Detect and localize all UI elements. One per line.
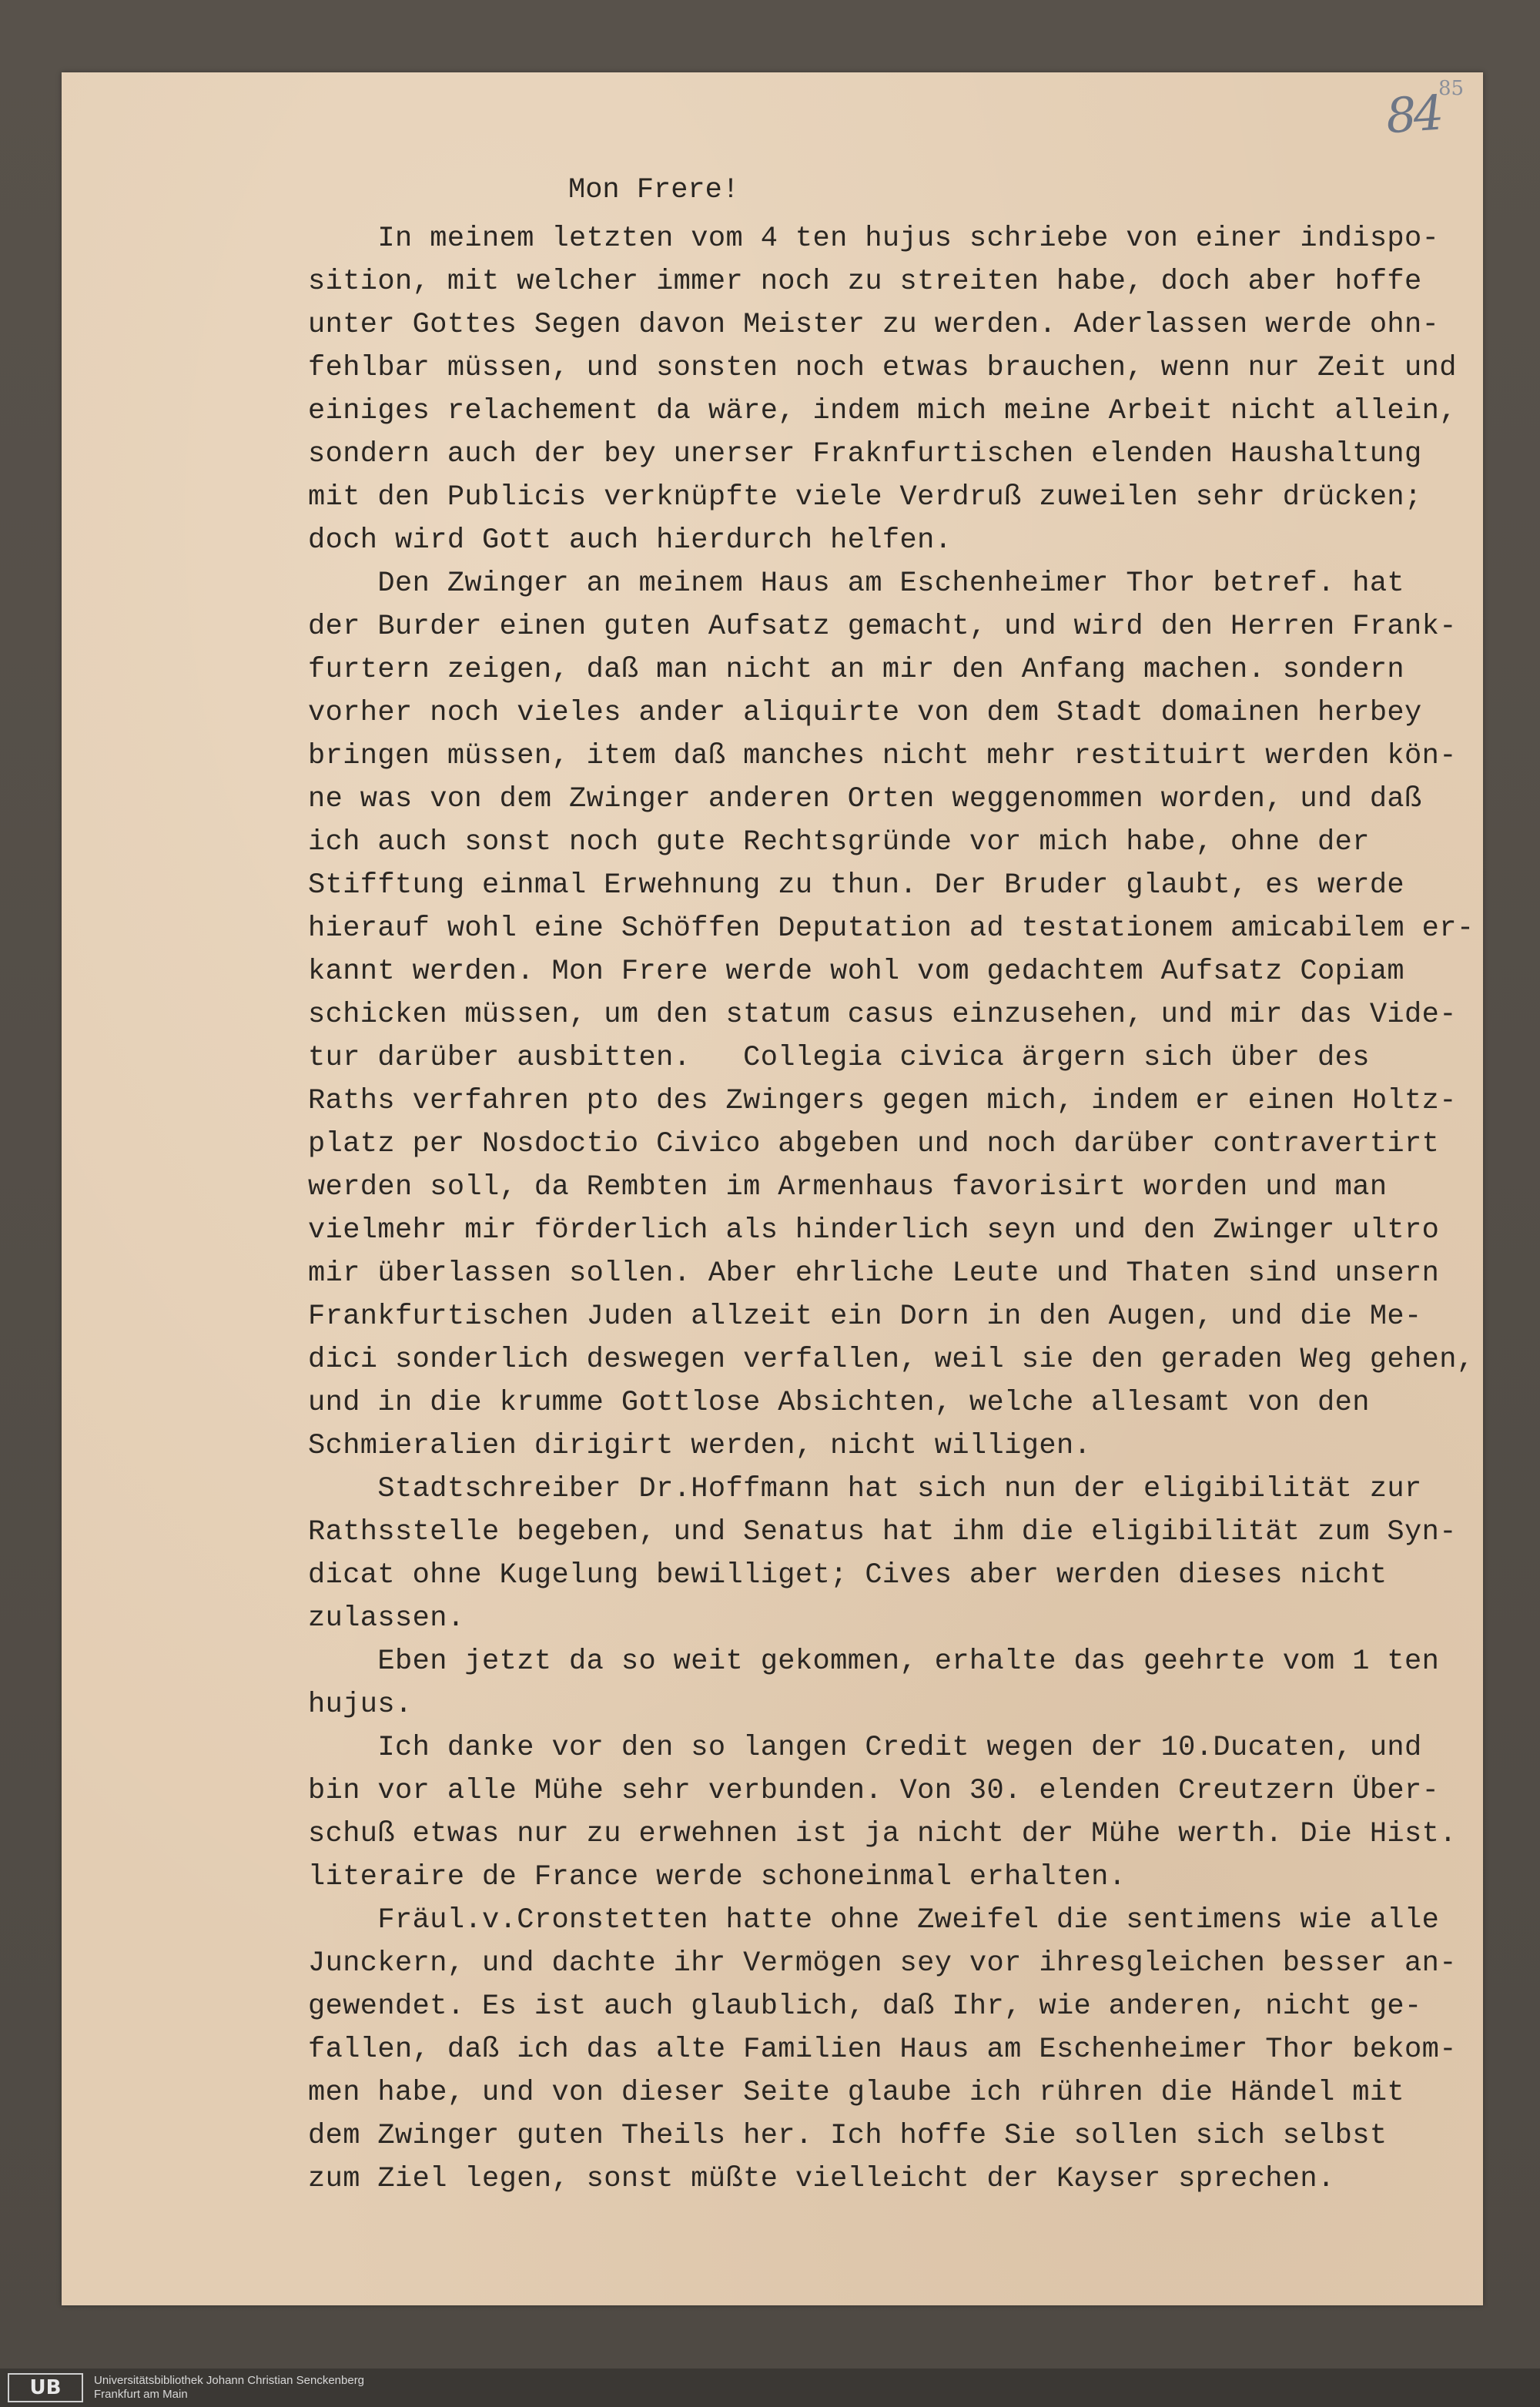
text-line: kannt werden. Mon Frere werde wohl vom gedachtem Aufsatz Copiam — [308, 956, 1405, 988]
text-line: literaire de France werde schoneinmal erhalten. — [308, 1861, 1127, 1893]
text-line: Stadtschreiber Dr.Hoffmann hat sich nun der eligibilität zur — [308, 1473, 1422, 1505]
text-line: zum Ziel legen, sonst müßte vielleicht der Kayser sprechen. — [308, 2163, 1335, 2195]
text-line: furtern zeigen, daß man nicht an mir den Anfang machen. sondern — [308, 654, 1405, 686]
salutation: Mon Frere! — [568, 174, 740, 206]
text-line: zulassen. — [308, 1602, 465, 1635]
text-line: unter Gottes Segen davon Meister zu werden. Aderlassen werde ohn- — [308, 309, 1440, 341]
text-line: tur darüber ausbitten. Collegia civica ärgern sich über des — [308, 1042, 1370, 1074]
text-line: ich auch sonst noch gute Rechtsgründe vor mich habe, ohne der — [308, 826, 1370, 859]
text-line: hierauf wohl eine Schöffen Deputation ad testationem amicabilem er- — [308, 912, 1475, 945]
text-line: Den Zwinger an meinem Haus am Eschenheimer Thor betref. hat — [308, 567, 1405, 600]
text-line: Raths verfahren pto des Zwingers gegen mich, indem er einen Holtz- — [308, 1085, 1457, 1117]
text-line: ne was von dem Zwinger anderen Orten weggenommen worden, und daß — [308, 783, 1422, 815]
text-line: dem Zwinger guten Theils her. Ich hoffe Sie sollen sich selbst — [308, 2120, 1388, 2152]
text-line: hujus. — [308, 1689, 413, 1721]
text-line: In meinem letzten vom 4 ten hujus schriebe von einer indispo- — [308, 223, 1440, 255]
page-number: 84 — [1384, 84, 1443, 145]
text-line: Schmieralien dirigirt werden, nicht willigen. — [308, 1430, 1092, 1462]
text-line: vielmehr mir förderlich als hinderlich seyn und den Zwinger ultro — [308, 1214, 1440, 1247]
text-line: werden soll, da Rembten im Armenhaus favorisirt worden und man — [308, 1171, 1388, 1204]
text-line: Ich danke vor den so langen Credit wegen der 10.Ducaten, und — [308, 1732, 1422, 1764]
letter-body — [308, 217, 1494, 2201]
text-line: schuß etwas nur zu erwehnen ist ja nicht der Mühe werth. Die Hist. — [308, 1818, 1457, 1850]
footer-bar — [0, 2369, 1540, 2407]
text-line: gewendet. Es ist auch glaublich, daß Ihr, wie anderen, nicht ge- — [308, 1990, 1422, 2023]
text-line: der Burder einen guten Aufsatz gemacht, und wird den Herren Frank- — [308, 611, 1457, 643]
text-line: sition, mit welcher immer noch zu streiten habe, doch aber hoffe — [308, 266, 1422, 298]
text-line: Stifftung einmal Erwehnung zu thun. Der Bruder glaubt, es werde — [308, 869, 1405, 902]
page-number-correction: 85 — [1438, 77, 1465, 100]
text-line: bin vor alle Mühe sehr verbunden. Von 30. elenden Creutzern Über- — [308, 1775, 1440, 1807]
text-line: Eben jetzt da so weit gekommen, erhalte das geehrte vom 1 ten — [308, 1645, 1440, 1678]
ub-logo: UB — [8, 2373, 83, 2402]
text-line: schicken müssen, um den statum casus einzusehen, und mir das Vide- — [308, 999, 1457, 1031]
text-line: Rathsstelle begeben, und Senatus hat ihm die eligibilität zum Syn- — [308, 1516, 1457, 1548]
text-line: men habe, und von dieser Seite glaube ich rühren die Händel mit — [308, 2077, 1405, 2109]
footer-city: Frankfurt am Main — [94, 2388, 188, 2401]
text-line: vorher noch vieles ander aliquirte von dem Stadt domainen herbey — [308, 697, 1422, 729]
text-line: sondern auch der bey unerser Fraknfurtischen elenden Haushaltung — [308, 438, 1422, 470]
text-line: Frankfurtischen Juden allzeit ein Dorn in den Augen, und die Me- — [308, 1301, 1422, 1333]
text-line: doch wird Gott auch hierdurch helfen. — [308, 524, 952, 557]
text-line: mit den Publicis verknüpfte viele Verdruß zuweilen sehr drücken; — [308, 481, 1422, 514]
text-line: fallen, daß ich das alte Familien Haus am Eschenheimer Thor bekom- — [308, 2034, 1457, 2066]
text-line: Junckern, und dachte ihr Vermögen sey vor ihresgleichen besser an- — [308, 1947, 1457, 1980]
footer-institution: Universitätsbibliothek Johann Christian Senckenberg — [94, 2374, 365, 2387]
text-line: Fräul.v.Cronstetten hatte ohne Zweifel die sentimens wie alle — [308, 1904, 1440, 1937]
text-line: und in die krumme Gottlose Absichten, welche allesamt von den — [308, 1387, 1370, 1419]
text-line: mir überlassen sollen. Aber ehrliche Leute und Thaten sind unsern — [308, 1257, 1440, 1290]
text-line: dicat ohne Kugelung bewilliget; Cives aber werden dieses nicht — [308, 1559, 1388, 1592]
text-line: bringen müssen, item daß manches nicht mehr restituirt werden kön- — [308, 740, 1457, 772]
text-line: platz per Nosdoctio Civico abgeben und noch darüber contravertirt — [308, 1128, 1440, 1160]
footer-credit — [94, 2374, 364, 2402]
text-line: dici sonderlich deswegen verfallen, weil sie den geraden Weg gehen, — [308, 1344, 1475, 1376]
text-line: fehlbar müssen, und sonsten noch etwas brauchen, wenn nur Zeit und — [308, 352, 1457, 384]
text-line: einiges relachement da wäre, indem mich meine Arbeit nicht allein, — [308, 395, 1457, 427]
